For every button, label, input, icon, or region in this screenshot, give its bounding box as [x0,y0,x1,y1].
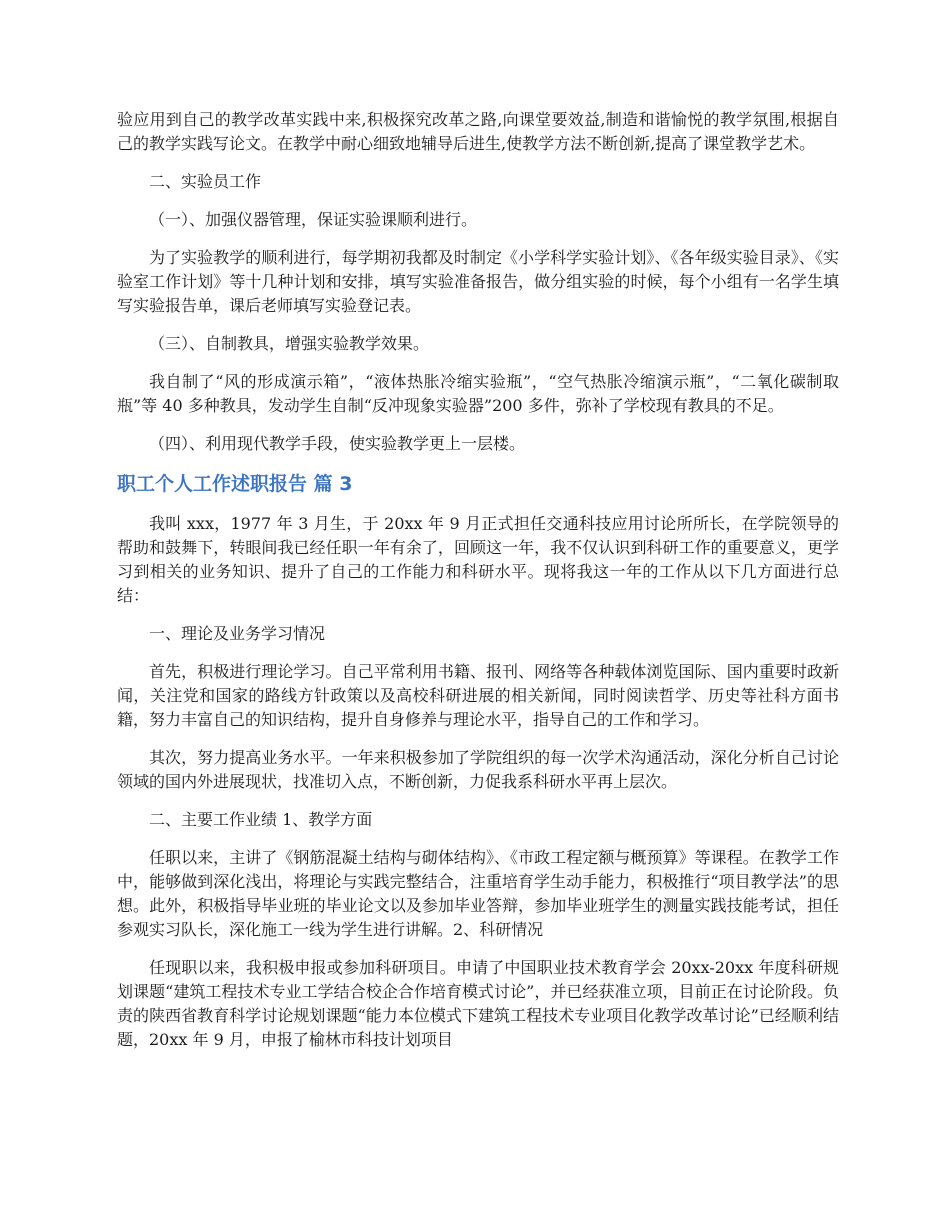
section-heading-lab-work: 二、实验员工作 [149,172,262,191]
section-heading-achievements: 二、主要工作业绩 1、教学方面 [149,810,373,829]
paragraph-teaching-aids: 我自制了“风的形成演示箱”，“液体热胀冷缩实验瓶”，“空气热胀冷缩演示瓶”，“二氧化碳制取瓶”等 40 多种教具，发动学生自制“反冲现象实验器”200 多件，弥补了学校现有教具的不足。 [117,372,839,415]
paragraph-research: 任现职以来，我积极申报或参加科研项目。申请了中国职业技术教育学会 20xx-20xx 年度科研规划课题“建筑工程技术专业工学结合校企合作培育模式讨论”，并已经获准立项，目前正在讨论阶段。负责的陕西省教育科学讨论规划课题“能力本位模式下建筑工程技术专业项目化教学改革讨论”已经顺利结题，20xx 年 9 月，申报了榆林市科技计划项目 [117,958,839,1049]
section-heading-study: 一、理论及业务学习情况 [149,624,326,643]
paragraph-continued: 验应用到自己的教学改革实践中来,积极探究改革之路,向课堂要效益,制造和谐愉悦的教学氛围,根据自己的教学实践写论文。在教学中耐心细致地辅导后进生,使教学方法不断创新,提高了课堂教学艺术。 [117,110,839,153]
paragraph-teaching: 任职以来，主讲了《钢筋混凝土结构与砌体结构》、《市政工程定额与概预算》等课程。在教学工作中，能够做到深化浅出，将理论与实践完整结合，注重培育学生动手能力，积极推行“项目教学法”的思想。此外，积极指导毕业班的毕业论文以及参加毕业答辩，参加毕业班学生的测量实践技能考试，担任参观实习队长，深化施工一线为学生进行讲解。2、科研情况 [117,848,839,939]
subsection-heading-teaching-aids: （三）、自制教具，增强实验教学效果。 [149,334,430,353]
paragraph-business-level: 其次，努力提高业务水平。一年来积极参加了学院组织的每一次学术沟通活动，深化分析自己讨论领域的国内外进展现状，找准切入点，不断创新，力促我系科研水平再上层次。 [117,748,839,791]
report-heading: 职工个人工作述职报告 篇 3 [117,473,353,495]
paragraph-lab-plans: 为了实验教学的顺利进行，每学期初我都及时制定《小学科学实验计划》、《各年级实验目录》、《实验室工作计划》等十几种计划和安排，填写实验准备报告，做分组实验的时候，每个小组有一名学生填写实验报告单，课后老师填写实验登记表。 [117,248,839,315]
subsection-heading-modern-means: （四）、利用现代教学手段，使实验教学更上一层楼。 [149,434,526,453]
paragraph-theory-study: 首先，积极进行理论学习。自己平常利用书籍、报刊、网络等各种载体浏览国际、国内重要时政新闻，关注党和国家的路线方针政策以及高校科研进展的相关新闻，同时阅读哲学、历史等社科方面书籍，努力丰富自己的知识结构，提升自身修养与理论水平，指导自己的工作和学习。 [117,662,839,729]
subsection-heading-instrument: （一）、加强仪器管理，保证实验课顺利进行。 [149,210,478,229]
document-page [117,108,839,1066]
paragraph-intro: 我叫 xxx，1977 年 3 月生，于 20xx 年 9 月正式担任交通科技应用讨论所所长，在学院领导的帮助和鼓舞下，转眼间我已经任职一年有余了，回顾这一年，我不仅认识到科研工作的重要意义，更学习到相关的业务知识、提升了自己的工作能力和科研水平。现将我这一年的工作从以下几方面进行总结： [117,514,839,605]
